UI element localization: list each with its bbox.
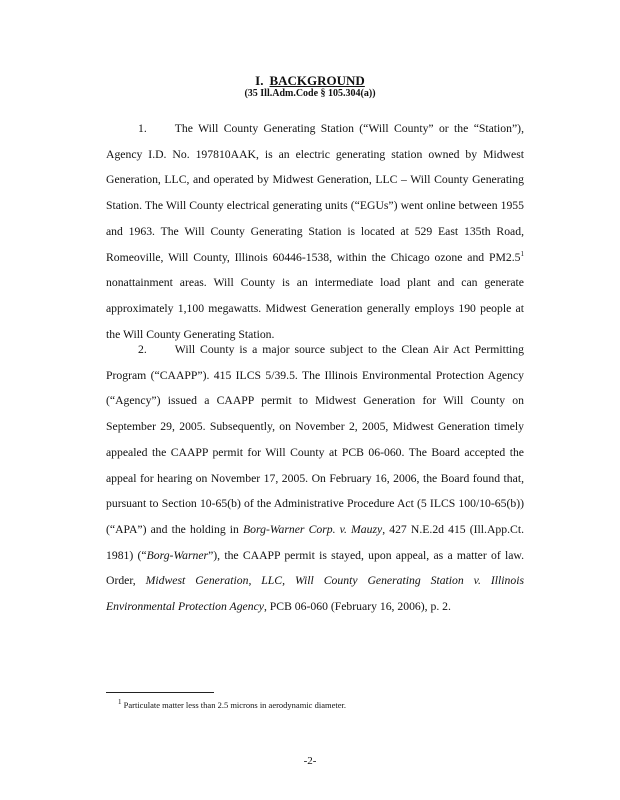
- section-number: I.: [255, 73, 264, 88]
- paragraph-text: , 427 N.E.2d 415 (Ill.App.Ct. 1981) (“: [106, 522, 524, 562]
- paragraph-1: [106, 116, 524, 347]
- case-short-name: Borg-Warner: [146, 548, 209, 562]
- paragraph-text: The Will County Generating Station (“Will County” or the “Station”), Agency I.D. No. 197810AAK, is an electric generating station owned by Midwest Generation, LLC, and operated by Midwest Generation, LLC – Will County Generating Station. The Will County electrical generating units (“EGUs”) went online between 1955 and 1963. The Will County Generating Station is located at 529 East 135th Road, Romeoville, Will County, Illinois 60446-1538, within the Chicago ozone and PM2.5: [106, 122, 524, 264]
- paragraph-text-continued: nonattainment areas. Will County is an intermediate load plant and can generate approximately 1,100 megawatts. Midwest Generation generally employs 190 people at the Will County Generating Station.: [106, 276, 524, 341]
- footnote-reference[interactable]: 1: [520, 249, 524, 258]
- footnote: [118, 700, 538, 711]
- case-citation: Midwest Generation, LLC, Will County Generating Station v. Illinois Environmental Protection Agency: [106, 574, 524, 614]
- footnote-divider: [106, 692, 214, 693]
- section-heading: [0, 74, 620, 88]
- case-citation: Borg-Warner Corp. v. Mauzy: [243, 522, 383, 536]
- paragraph-text: Will County is a major source subject to the Clean Air Act Permitting Program (“CAAPP”). 415 ILCS 5/39.5. The Illinois Environmental Protection Agency (“Agency”) issued a CAAPP permit to Midwest Generation for Will County on September 29, 2005. Subsequently, on November 2, 2005, Midwest Generation timely appealed the CAAPP permit for Will County at PCB 06-060. The Board accepted the appeal for hearing on November 17, 2005. On February 16, 2006, the Board found that, pursuant to Section 10-65(b) of the Administrative Procedure Act (5 ILCS 100/10-65(b)) (“APA”) and the holding in: [106, 343, 524, 536]
- paragraph-2: [106, 337, 524, 620]
- paragraph-index: 2.: [138, 343, 147, 356]
- section-title: BACKGROUND: [269, 73, 365, 88]
- paragraph-index: 1.: [138, 122, 147, 135]
- section-citation: (35 Ill.Adm.Code § 105.304(a)): [244, 88, 376, 99]
- paragraph-text: , PCB 06-060 (February 16, 2006), p. 2.: [263, 600, 451, 614]
- footnote-text: Particulate matter less than 2.5 microns in aerodynamic diameter.: [121, 700, 346, 710]
- footnote-mark: 1: [118, 698, 122, 707]
- page-number: -2-: [303, 755, 317, 767]
- paragraph-text: ”), the CAAPP permit is stayed, upon appeal, as a matter of law. Order,: [106, 548, 524, 588]
